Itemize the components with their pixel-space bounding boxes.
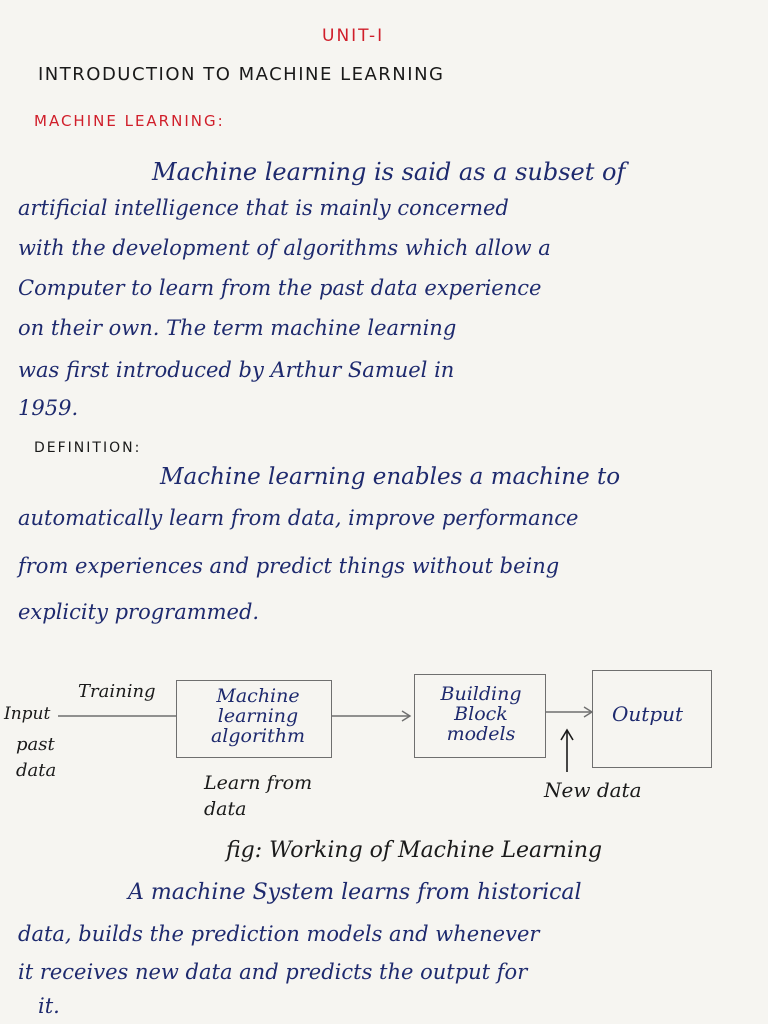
input-label: Input <box>4 704 51 724</box>
paragraph-line: with the development of algorithms which allow a <box>18 236 551 260</box>
section-heading-machine-learning: MACHINE LEARNING: <box>34 112 225 130</box>
section-heading-definition: DEFINITION: <box>34 440 142 456</box>
page-title: INTRODUCTION TO MACHINE LEARNING <box>38 64 445 85</box>
paragraph-line: was first introduced by Arthur Samuel in <box>18 358 455 382</box>
paragraph-line: from experiences and predict things without being <box>18 554 560 578</box>
figure-caption: fig: Working of Machine Learning <box>226 838 603 863</box>
paragraph-line: Machine learning enables a machine to <box>160 464 621 490</box>
past-data-label: past data <box>16 734 57 781</box>
paragraph-line: explicity programmed. <box>18 600 260 624</box>
paragraph-line: it. <box>38 994 60 1018</box>
training-label: Training <box>78 681 156 702</box>
paragraph-line: 1959. <box>18 396 79 420</box>
paragraph-line: data, builds the prediction models and whenever <box>18 922 540 946</box>
paragraph-line: it receives new data and predicts the output for <box>18 960 528 984</box>
paragraph-line: Machine learning is said as a subset of <box>152 158 626 186</box>
learn-from-data-label: Learn from data <box>204 772 313 820</box>
paragraph-line: on their own. The term machine learning <box>18 316 457 340</box>
paragraph-line: automatically learn from data, improve performance <box>18 506 579 530</box>
new-data-label: New data <box>544 778 642 802</box>
output-label: Output <box>612 702 684 726</box>
ml-algorithm-label: Machine learning algorithm <box>210 685 306 747</box>
unit-heading: UNIT-I <box>322 26 385 46</box>
paragraph-line: Computer to learn from the past data experience <box>18 276 542 300</box>
paragraph-line: A machine System learns from historical <box>128 880 582 905</box>
building-block-label: Building Block models <box>440 683 522 745</box>
paragraph-line: artificial intelligence that is mainly concerned <box>18 196 509 220</box>
